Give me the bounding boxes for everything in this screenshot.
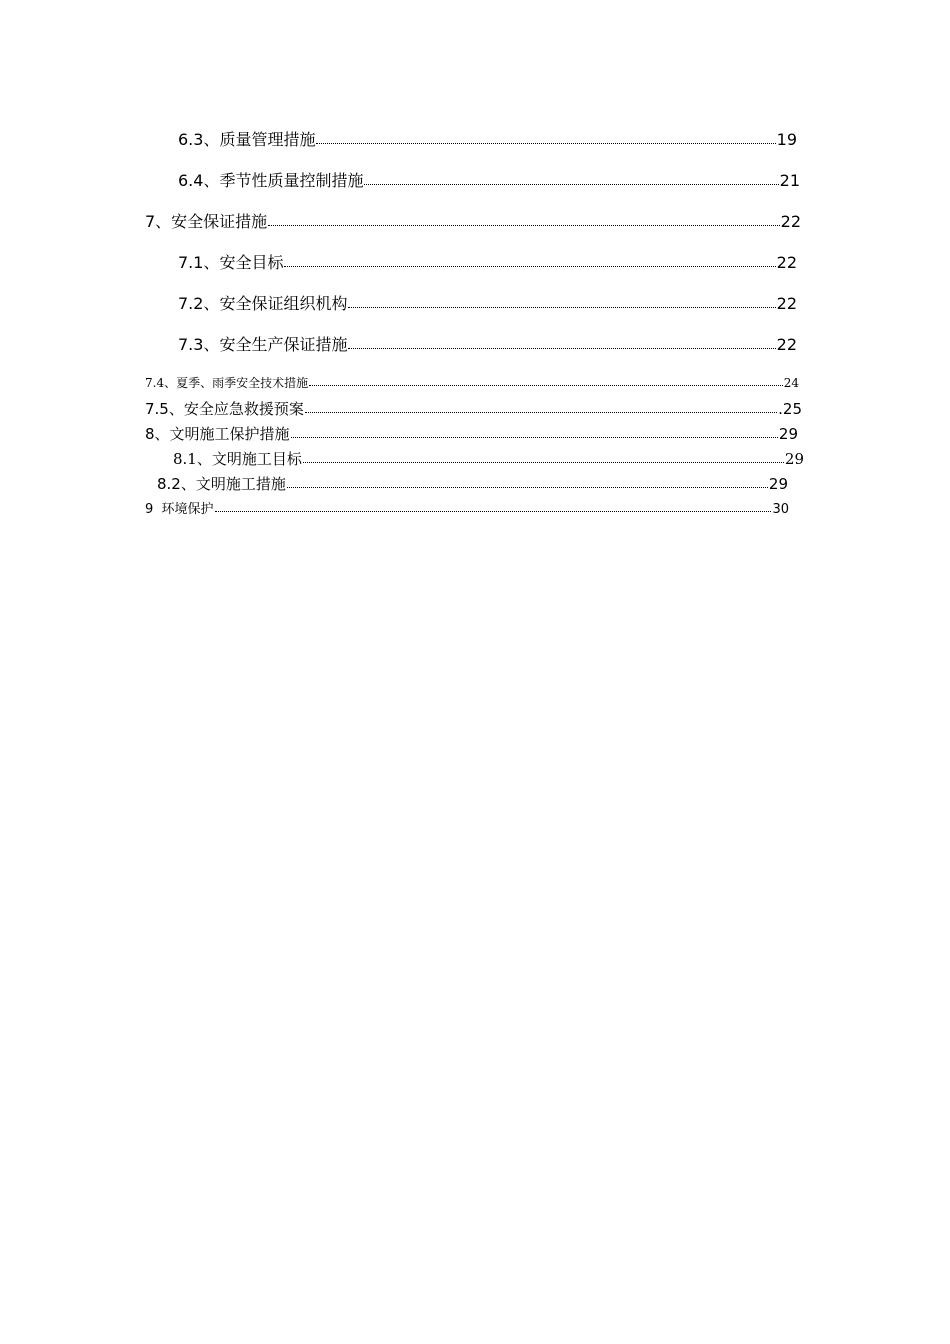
toc-leader-dots [284,263,775,267]
toc-entry-label: 7.4、夏季、雨季安全技术措施 [145,376,309,390]
toc-entry[interactable] [178,332,797,355]
toc-entry-label: 8、文明施工保护措施 [145,425,290,443]
toc-entry-label: 7.3、安全生产保证措施 [178,335,348,354]
toc-leader-dots [309,383,783,386]
toc-entry-page: 29 [768,475,788,493]
toc-entry[interactable] [157,473,788,494]
toc-entry-label: 7.2、安全保证组织机构 [178,294,348,313]
toc-entry[interactable] [145,209,801,232]
toc-entry-page: 30 [772,502,789,517]
toc-entry-label: 7、安全保证措施 [145,212,268,231]
toc-entry[interactable] [178,250,797,273]
toc-entry-label: 7.5、安全应急救援预案 [145,400,304,418]
toc-leader-dots [316,140,775,144]
toc-leader-dots [291,434,778,438]
toc-entry[interactable] [178,127,797,150]
toc-entry-label: 6.4、季节性质量控制措施 [178,171,364,190]
toc-entry-page: 19 [776,130,797,149]
toc-entry-page: 22 [776,294,797,313]
toc-leader-dots [364,181,778,185]
toc-entry-label: 7.1、安全目标 [178,253,284,272]
toc-entry[interactable] [178,168,800,191]
toc-entry-page: 22 [780,212,801,231]
toc-entry-label: 8.2、文明施工措施 [157,475,286,493]
toc-entry[interactable] [173,448,804,469]
toc-entry[interactable] [145,398,802,419]
toc-entry-page: 29 [778,425,798,443]
toc-leader-dots [305,409,777,413]
toc-leader-dots [215,509,772,513]
toc-leader-dots [287,484,768,488]
toc-leader-dots [303,459,784,463]
toc-entry[interactable] [145,498,789,517]
toc-entry-page: .25 [778,400,802,418]
toc-entry-page: 22 [776,335,797,354]
toc-entry-page: 24 [783,376,799,390]
toc-entry[interactable] [145,423,798,444]
toc-entry-page: 29 [784,450,804,468]
toc-entry-label: 8.1、文明施工目标 [173,450,302,468]
toc-leader-dots [348,304,775,308]
toc-entry-page: 22 [776,253,797,272]
toc-entry-page: 21 [779,171,800,190]
toc-leader-dots [268,222,779,226]
toc-entry[interactable] [178,291,797,314]
toc-entry[interactable] [145,374,799,391]
toc-entry-label: 9 环境保护 [145,502,214,517]
toc-leader-dots [348,345,775,349]
toc-entry-label: 6.3、质量管理措施 [178,130,316,149]
